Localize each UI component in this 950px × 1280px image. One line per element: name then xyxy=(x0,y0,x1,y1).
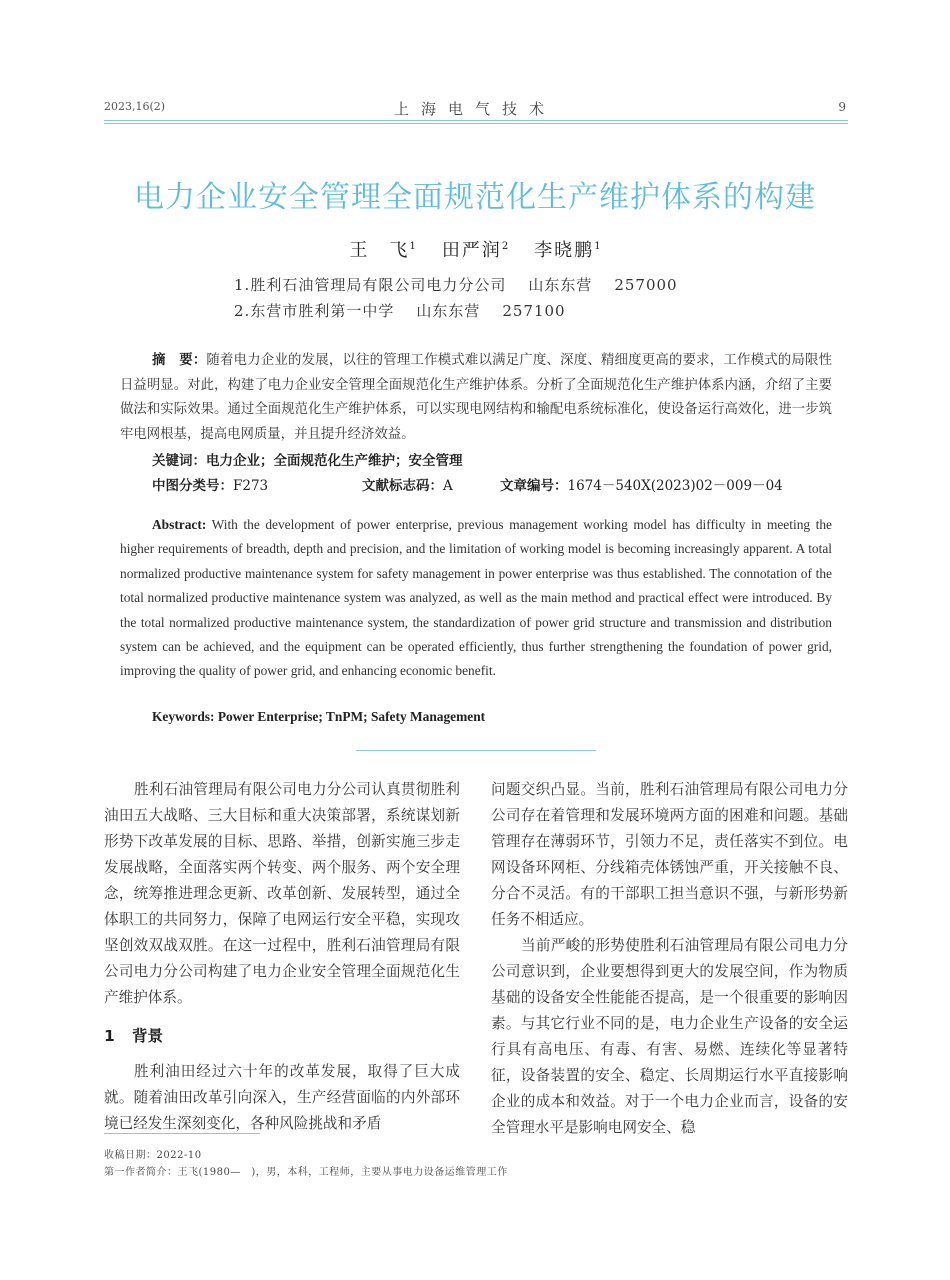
abstract-cn-label: 摘 要： xyxy=(152,353,207,368)
affil-postcode: 257000 xyxy=(614,276,678,294)
affil-org: 东营市胜利第一中学 xyxy=(250,302,395,320)
footnote-rule xyxy=(104,1133,260,1134)
abstract-cn-text: 随着电力企业的发展，以往的管理工作模式难以满足广度、深度、精细度更高的要求，工作模式的局限性日益明显。对此，构建了电力企业安全管理全面规范化生产维护体系。分析了全面规范化生产维护体系内涵，介绍了主要做法和实际效果。通过全面规范化生产维护体系，可以实现电网结构和输配电系统标准化，使设备运行高效化，进一步筑牢电网根基，提高电网质量，并且提升经济效益。 xyxy=(120,353,833,442)
author-name: 田严润 xyxy=(441,240,502,261)
article-number-value: 1674－540X(2023)02－009－04 xyxy=(567,478,783,494)
author-affil-mark: 1 xyxy=(594,241,601,252)
footnote-received: 收稿日期：2022-10 xyxy=(104,1150,202,1161)
section-number: 1 xyxy=(104,1027,115,1045)
author-name: 王 飞 xyxy=(349,240,410,261)
article-number-label: 文章编号： xyxy=(500,478,568,494)
keywords-en xyxy=(152,709,485,725)
section-divider xyxy=(356,750,596,751)
affil-org: 胜利石油管理局有限公司电力分公司 xyxy=(250,276,507,294)
abstract-cn xyxy=(120,349,832,447)
body-column-left xyxy=(104,777,460,1137)
article-title: 电力企业安全管理全面规范化生产维护体系的构建 xyxy=(134,180,816,215)
affil-index: 2. xyxy=(234,302,251,320)
clc-label: 中图分类号： xyxy=(152,478,233,494)
author-name: 李晓鹏 xyxy=(534,240,595,261)
section-heading xyxy=(104,1023,460,1049)
header-rule-top xyxy=(104,120,848,121)
author-affil-mark: 1 xyxy=(409,241,416,252)
keywords-cn xyxy=(152,449,463,469)
footnote-author-bio: 第一作者简介：王飞(1980— )，男，本科，工程师，主要从事电力设备运维管理工作 xyxy=(104,1167,508,1178)
body-paragraph: 胜利石油管理局有限公司电力分公司认真贯彻胜利油田五大战略、三大目标和重大决策部署，系统谋划新形势下改革发展的目标、思路、举措，创新实施三步走发展战略，全面落实两个转变、两个服务、两个安全理念，统筹推进理念更新、改革创新、发展转型，通过全体职工的共同努力，保障了电网运行安全平稳，实现攻坚创效双战双胜。在这一过程中，胜利石油管理局有限公司电力分公司构建了电力企业安全管理全面规范化生产维护体系。 xyxy=(104,781,460,1006)
section-title: 背景 xyxy=(132,1027,164,1045)
author-list xyxy=(0,236,950,262)
affil-index: 1. xyxy=(234,276,251,294)
affiliation-1 xyxy=(234,274,678,295)
keywords-en-label: Keywords: xyxy=(152,709,215,724)
body-column-right xyxy=(491,777,848,1141)
affil-city: 山东东营 xyxy=(416,302,481,320)
affiliation-2 xyxy=(234,300,566,321)
author-affil-mark: 2 xyxy=(501,241,509,252)
clc-value: F273 xyxy=(233,478,269,494)
header-rule-bottom xyxy=(104,123,848,124)
doc-code-label: 文献标志码： xyxy=(362,478,443,494)
abstract-en xyxy=(120,513,832,684)
abstract-en-label: Abstract: xyxy=(152,517,207,532)
journal-name: 上海电气技术 xyxy=(393,100,556,118)
doc-code-value: A xyxy=(443,478,453,494)
keywords-en-value: Power Enterprise; TnPM; Safety Management xyxy=(217,709,486,724)
keywords-cn-label: 关键词： xyxy=(152,453,206,469)
body-paragraph: 问题交织凸显。当前，胜利石油管理局有限公司电力分公司存在着管理和发展环境两方面的困难和问题。基础管理存在薄弱环节，引领力不足，责任落实不到位。电网设备环网柜、分线箱壳体锈蚀严重，开关接触不良、分合不灵活。有的干部职工担当意识不强，与新形势新任务不相适应。 xyxy=(491,781,848,928)
body-paragraph: 当前严峻的形势使胜利石油管理局有限公司电力分公司意识到，企业要想得到更大的发展空间，作为物质基础的设备安全性能能否提高，是一个很重要的影响因素。与其它行业不同的是，电力企业生产设备的安全运行具有高电压、有毒、有害、易燃、连续化等显著特征，设备装置的安全、稳定、长周期运行水平直接影响企业的成本和效益。对于一个电力企业而言，设备的安全管理水平是影响电网安全、稳 xyxy=(491,937,848,1136)
affil-city: 山东东营 xyxy=(528,276,593,294)
issue-info: 2023,16(2) xyxy=(104,100,166,113)
keywords-cn-value: 电力企业；全面规范化生产维护；安全管理 xyxy=(206,453,463,469)
page-number: 9 xyxy=(838,100,846,114)
affil-postcode: 257100 xyxy=(502,302,566,320)
abstract-en-text: With the development of power enterprise, previous management working model has difficulty in meeting the higher requirements of breadth, depth and precision, and the limitation of working model is becoming increasingly apparent. A total normalized productive maintenance system for safety management in power enterprise was thus established. The connotation of the total normalized productive maintenance system was analyzed, as well as the main method and practical effect were introduced. By the total normalized productive maintenance system, the standardization of power grid structure and transmission and distribution system can be achieved, and the equipment can be operated efficiently, thus further strengthening the foundation of power grid, improving the quality of power grid, and enhancing economic benefit. xyxy=(120,517,833,679)
body-paragraph: 胜利油田经过六十年的改革发展，取得了巨大成就。随着油田改革引向深入，生产经营面临的内外部环境已经发生深刻变化，各种风险挑战和矛盾 xyxy=(104,1063,460,1132)
